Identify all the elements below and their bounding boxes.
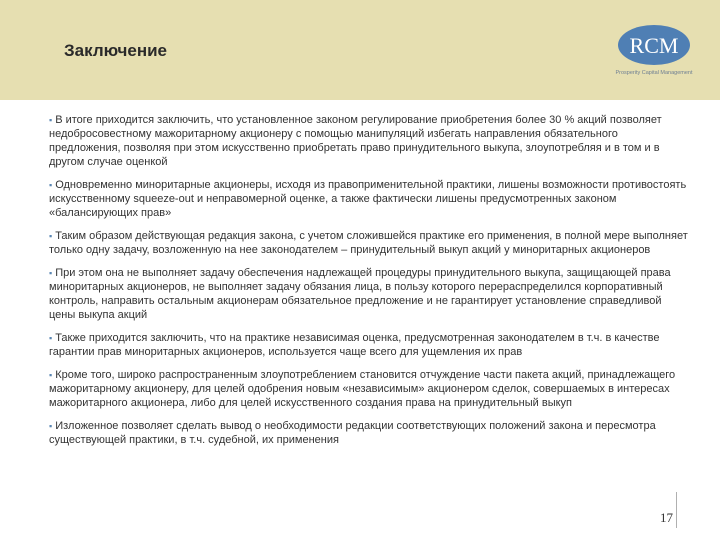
list-item bbox=[49, 331, 689, 359]
bullet-icon: ▪ bbox=[49, 268, 53, 278]
bullet-icon: ▪ bbox=[49, 115, 53, 125]
list-item bbox=[49, 113, 689, 169]
bullet-icon: ▪ bbox=[49, 333, 53, 343]
conclusion-list bbox=[49, 113, 689, 456]
list-item bbox=[49, 368, 689, 410]
list-item bbox=[49, 266, 689, 322]
page-number: 17 bbox=[660, 510, 673, 525]
list-item bbox=[49, 178, 689, 220]
logo-caption: Prosperity Capital Management bbox=[615, 70, 693, 76]
footer-divider bbox=[676, 492, 677, 528]
page-title: Заключение bbox=[64, 41, 167, 60]
bullet-icon: ▪ bbox=[49, 370, 53, 380]
logo-monogram: RCM bbox=[629, 33, 679, 58]
content-area bbox=[0, 100, 720, 540]
paragraph-text: Также приходится заключить, что на практике независимая оценка, предусмотренная законодателем в т.ч. в качестве гарантии прав миноритарных акционеров, используется чаще всего для ущемления их прав bbox=[49, 332, 660, 358]
paragraph-text: Кроме того, широко распространенным злоупотреблением становится отчуждение части пакета акций, принадлежащего мажоритарному акционеру, для целей одобрения новым «независимым» акционером сделок, совершаемых в интересах мажоритарного акционера, либо для целей искусственного создания права на принудительный выкуп bbox=[49, 369, 676, 409]
bullet-icon: ▪ bbox=[49, 180, 53, 190]
bullet-icon: ▪ bbox=[49, 231, 53, 241]
paragraph-text: Таким образом действующая редакция закона, с учетом сложившейся практике его применения, в полной мере выполняет только одну задачу, возложенную на нее законодателем – принудительный выкуп акций у миноритарных акционеров bbox=[49, 230, 688, 256]
logo-emblem-icon bbox=[604, 22, 704, 68]
paragraph-text: При этом она не выполняет задачу обеспечения надлежащей процедуры принудительного выкупа, защищающей права миноритарных акционеров, не выполняет задачу обязания лица, в пользу которого перераспределился корпоративный контроль, направить остальным акционерам обязательное предложение и не гарантирует установление справедливой цены выкупа акций bbox=[49, 267, 671, 321]
company-logo bbox=[604, 22, 704, 82]
paragraph-text: Изложенное позволяет сделать вывод о необходимости редакции соответствующих положений закона и пересмотра существующей практики, в т.ч. судебной, их применения bbox=[49, 420, 656, 446]
list-item bbox=[49, 229, 689, 257]
list-item bbox=[49, 419, 689, 447]
paragraph-text: В итоге приходится заключить, что установленное законом регулирование приобретения более 30 % акций позволяет недобросовестному мажоритарному акционеру с помощью манипуляций избегать направления обязательного предложения, позволяя при этом искусственно приобретать право принудительного выкупа, злоупотребляя и в том и в другом случае оценкой bbox=[49, 114, 662, 168]
header-band bbox=[0, 0, 720, 100]
paragraph-text: Одновременно миноритарные акционеры, исходя из правоприменительной практики, лишены возможности противостоять искусственному squeeze-out и неправомерной оценке, а также фактически лишены предусмотренных законом «балансирующих прав» bbox=[49, 179, 687, 219]
bullet-icon: ▪ bbox=[49, 421, 53, 431]
